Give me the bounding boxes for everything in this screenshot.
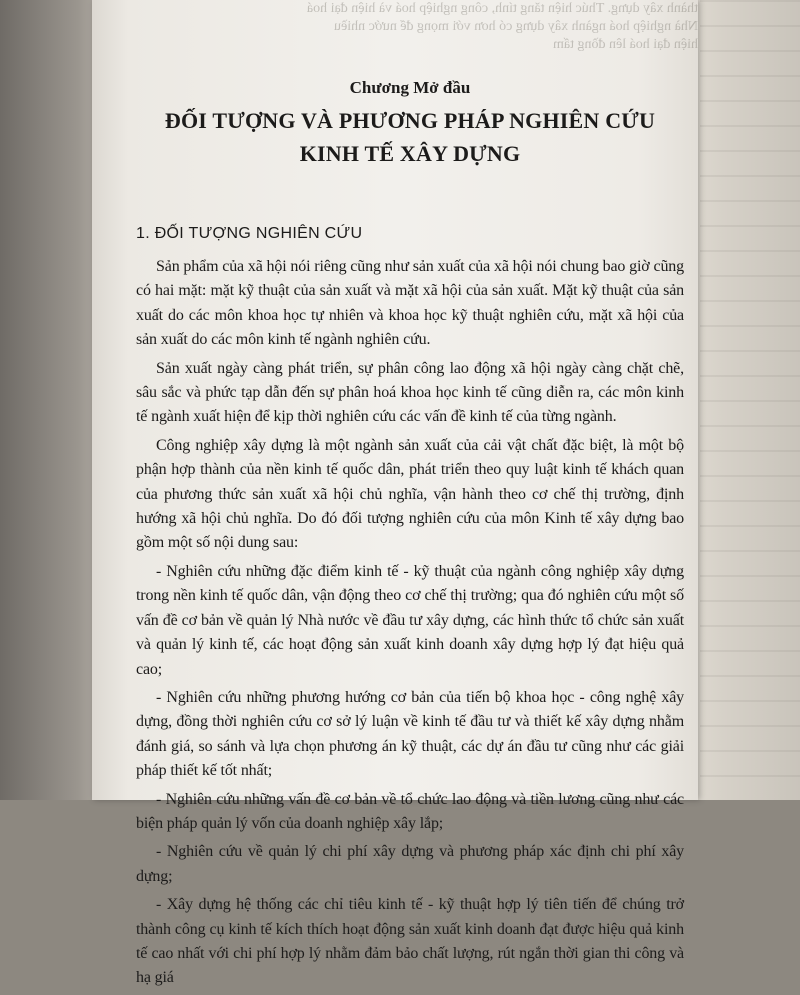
bleed-line: hiện đại hoá lên đồng tấm — [552, 37, 698, 52]
bleed-line: Nhà nghiệp hoá ngành xây dựng có hơn với mọng để nước nhiều — [334, 19, 698, 34]
bullet-item: - Xây dựng hệ thống các chỉ tiêu kinh tế - kỹ thuật hợp lý tiên tiến để chúng trở thành công cụ kinh tế kích thích hoạt động sản xuất kinh doanh đạt được hiệu quả kinh tế cao nhất với chi phí hợp lý nhằm đảm bảo chất lượng, rút ngắn thời gian thi công và hạ giá — [136, 896, 684, 987]
chapter-label: Chương Mở đầu — [349, 78, 471, 97]
bullet-item: - Nghiên cứu về quản lý chi phí xây dựng và phương pháp xác định chi phí xây dựng; — [136, 843, 684, 885]
bullet-item: - Nghiên cứu những phương hướng cơ bản của tiến bộ khoa học - công nghệ xây dựng, đồng thời nghiên cứu cơ sở lý luận về kinh tế đầu tư và thiết kế xây dựng nhằm đánh giá, so sánh và lựa chọn phương án kỹ thuật, các dự án đầu tư cũng như các giải pháp thiết kế tốt nhất; — [136, 688, 684, 780]
paragraph: Công nghiệp xây dựng là một ngành sản xuất của cải vật chất đặc biệt, là một bộ phận hợp thành của nền kinh tế quốc dân, phát triển theo quy luật kinh tế khách quan của phương thức sản xuất xã hội chủ nghĩa, vận hành theo cơ chế thị trường, định hướng xã hội chủ nghĩa. Do đó đối tượng nghiên cứu của môn Kinh tế xây dựng bao gồm một số nội dung sau: — [136, 436, 684, 552]
chapter-title-line-2: KINH TẾ XÂY DỰNG — [299, 141, 521, 166]
bleed-line: thành xây dựng. Thúc hiện tăng tính, công nghiệp hoá và hiện đại hoá — [306, 1, 698, 16]
paragraph: Sản xuất ngày càng phát triển, sự phân công lao động xã hội ngày càng chặt chẽ, sâu sắc và phức tạp dẫn đến sự phân hoá khoa học kinh tế cũng diễn ra, các môn kinh tế ngành xuất hiện để kịp thời nghiên cứu các vấn đề kinh tế của từng ngành. — [136, 359, 684, 426]
paragraph: Sản phẩm của xã hội nói riêng cũng như sản xuất của xã hội nói chung bao giờ cũng có hai mặt: mặt kỹ thuật của sản xuất và mặt xã hội của sản xuất. Mặt kỹ thuật của sản xuất do các môn khoa học tự nhiên và khoa học kỹ thuật nghiên cứu, mặt xã hội của sản xuất do các môn kinh tế ngành nghiên cứu. — [136, 258, 684, 349]
book-page — [92, 0, 698, 987]
chapter-title-line-1: ĐỐI TƯỢNG VÀ PHƯƠNG PHÁP NGHIÊN CỨU — [164, 108, 656, 133]
bleed-through-text — [306, 0, 698, 80]
adjacent-page-text-lines — [700, 0, 800, 800]
page-content — [136, 78, 684, 995]
bullet-item: - Nghiên cứu những vấn đề cơ bản về tổ chức lao động và tiền lương cũng như các biện pháp quản lý vốn của doanh nghiệp xây lắp; — [136, 790, 684, 832]
bullet-item: - Nghiên cứu những đặc điểm kinh tế - kỹ thuật của ngành công nghiệp xây dựng trong nền kinh tế quốc dân, vận động theo cơ chế thị trường; qua đó nghiên cứu một số vấn đề cơ bản về quản lý Nhà nước về đầu tư xây dựng, các hình thức tổ chức sản xuất và quản lý kinh tế, các hoạt động sản xuất kinh doanh xây dựng hợp lý đạt hiệu quả cao; — [136, 562, 684, 678]
section-heading: 1. ĐỐI TƯỢNG NGHIÊN CỨU — [136, 225, 363, 242]
